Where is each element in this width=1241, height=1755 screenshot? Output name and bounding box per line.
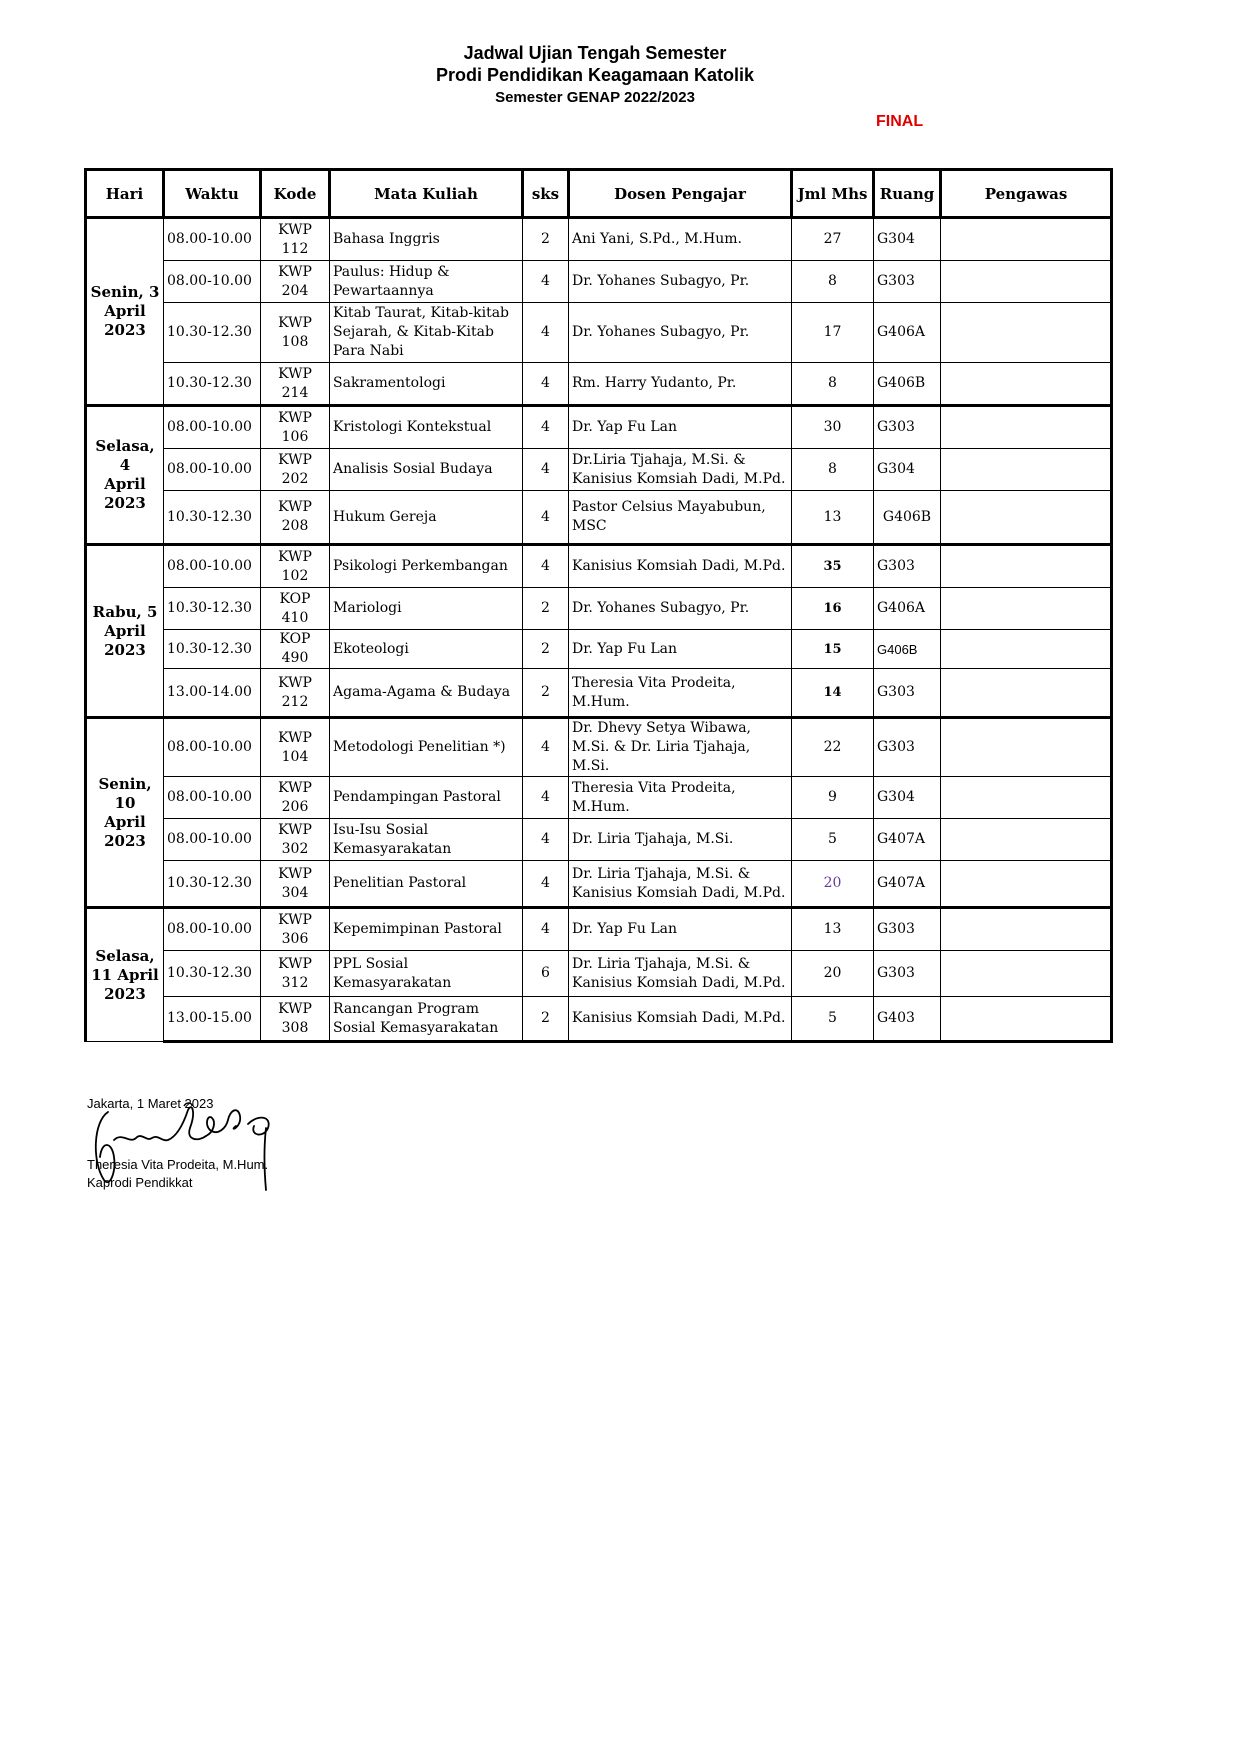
dosen-cell [569, 630, 792, 669]
kode-prefix: KWP [278, 779, 312, 796]
dosen-cell [569, 718, 792, 777]
kode-prefix: KOP [279, 590, 311, 607]
day-label-line2: April [104, 475, 146, 493]
kode-cell [261, 588, 330, 630]
dosen-cell [569, 491, 792, 545]
pengawas-cell [941, 261, 1112, 303]
mata-kuliah-line: Agama-Agama & Budaya [333, 684, 511, 700]
column-header-kode: Kode [261, 170, 330, 218]
kode-number: 410 [281, 609, 309, 626]
ruang-cell: G303 [874, 718, 941, 777]
kode-cell [261, 303, 330, 363]
mata-kuliah-line: Ekoteologi [333, 640, 409, 657]
kode-prefix: KWP [278, 911, 312, 928]
column-header-ruang: Ruang [874, 170, 941, 218]
sks-cell: 4 [523, 819, 569, 861]
dosen-cell [569, 861, 792, 908]
dosen-cell [569, 997, 792, 1042]
ruang-cell: G406A [874, 303, 941, 363]
mata-kuliah-cell [330, 630, 523, 669]
kode-prefix: KWP [278, 865, 312, 882]
dosen-line: Dr. Dhevy Setya Wibawa, [572, 720, 751, 736]
pengawas-cell [941, 908, 1112, 951]
dosen-line: Dr. Yap Fu Lan [572, 419, 678, 435]
dosen-line: M.Hum. [572, 693, 630, 710]
kode-prefix: KWP [278, 314, 312, 331]
kode-number: 106 [281, 428, 309, 445]
table-row [86, 303, 1112, 363]
pengawas-cell [941, 545, 1112, 588]
kode-cell [261, 997, 330, 1042]
table-row [86, 718, 1112, 777]
waktu-cell: 08.00-10.00 [164, 819, 261, 861]
sks-cell: 4 [523, 777, 569, 819]
dosen-cell [569, 261, 792, 303]
mata-kuliah-cell [330, 997, 523, 1042]
mata-kuliah-line: Kemasyarakatan [333, 974, 452, 991]
table-row [86, 669, 1112, 718]
mata-kuliah-cell [330, 819, 523, 861]
dosen-cell [569, 545, 792, 588]
jml-mhs-cell: 22 [792, 718, 874, 777]
sks-cell: 4 [523, 449, 569, 491]
ruang-cell: G403 [874, 997, 941, 1042]
mata-kuliah-line: Kristologi Kontekstual [333, 419, 492, 435]
sks-cell: 2 [523, 669, 569, 718]
ruang-cell: G406B [874, 630, 941, 669]
mata-kuliah-line: Paulus: Hidup & [333, 263, 450, 280]
kode-prefix: KWP [278, 955, 312, 972]
column-header-waktu: Waktu [164, 170, 261, 218]
kode-number: 202 [281, 470, 309, 487]
day-label-line3: 2023 [104, 984, 146, 1003]
kode-number: 302 [281, 840, 309, 857]
dosen-cell [569, 669, 792, 718]
jml-mhs-cell: 8 [792, 363, 874, 406]
table-row [86, 861, 1112, 908]
dosen-line: M.Hum. [572, 798, 630, 815]
pengawas-cell [941, 303, 1112, 363]
kode-cell [261, 545, 330, 588]
dosen-line: Kanisius Komsiah Dadi, M.Pd. [572, 558, 786, 574]
dosen-cell [569, 406, 792, 449]
kode-number: 306 [281, 930, 309, 947]
mata-kuliah-line: Mariologi [333, 600, 402, 616]
kode-cell [261, 630, 330, 669]
dosen-line: Dr. Yohanes Subagyo, Pr. [572, 324, 750, 340]
table-row [86, 630, 1112, 669]
day-label-line1: Senin, 3 [90, 283, 160, 301]
mata-kuliah-line: Para Nabi [333, 343, 404, 359]
mata-kuliah-cell [330, 908, 523, 951]
dosen-cell [569, 777, 792, 819]
jml-mhs-cell: 8 [792, 449, 874, 491]
dosen-line: Dr. Yap Fu Lan [572, 921, 678, 937]
mata-kuliah-line: Sakramentologi [333, 375, 446, 391]
dosen-line: Kanisius Komsiah Dadi, M.Pd. [572, 1010, 786, 1026]
document-title: Jadwal Ujian Tengah Semester [463, 43, 727, 63]
pengawas-cell [941, 718, 1112, 777]
pengawas-cell [941, 861, 1112, 908]
dosen-cell [569, 588, 792, 630]
pengawas-cell [941, 669, 1112, 718]
table-row [86, 261, 1112, 303]
waktu-cell: 08.00-10.00 [164, 777, 261, 819]
table-row [86, 588, 1112, 630]
sks-cell: 4 [523, 406, 569, 449]
mata-kuliah-cell [330, 218, 523, 261]
sks-cell: 4 [523, 261, 569, 303]
kode-prefix: KWP [278, 548, 312, 565]
mata-kuliah-cell [330, 449, 523, 491]
mata-kuliah-cell [330, 718, 523, 777]
mata-kuliah-line: Analisis Sosial Budaya [333, 461, 493, 477]
pengawas-cell [941, 491, 1112, 545]
ruang-cell: G304 [874, 777, 941, 819]
kode-prefix: KWP [278, 729, 312, 746]
mata-kuliah-line: Psikologi Perkembangan [333, 558, 508, 574]
kode-prefix: KWP [278, 409, 312, 426]
dosen-line: Dr. Yohanes Subagyo, Pr. [572, 273, 750, 289]
document-header [0, 42, 1190, 108]
ruang-cell: G406B [874, 363, 941, 406]
jml-mhs-cell: 5 [792, 819, 874, 861]
mata-kuliah-line: Penelitian Pastoral [333, 875, 467, 891]
mata-kuliah-cell [330, 545, 523, 588]
ruang-cell: G304 [874, 449, 941, 491]
sks-cell: 4 [523, 908, 569, 951]
waktu-cell: 10.30-12.30 [164, 861, 261, 908]
day-label-line1: Senin, 10 [98, 774, 152, 812]
kode-number: 490 [281, 650, 309, 666]
day-label-line1: Selasa, [95, 946, 155, 965]
sks-cell: 2 [523, 997, 569, 1042]
waktu-cell: 08.00-10.00 [164, 261, 261, 303]
kode-number: 208 [281, 518, 309, 534]
ruang-cell: G303 [874, 406, 941, 449]
dosen-line: Dr.Liria Tjahaja, M.Si. & [572, 451, 746, 468]
pengawas-cell [941, 777, 1112, 819]
mata-kuliah-line: Sosial Kemasyarakatan [333, 1019, 499, 1036]
kode-cell [261, 449, 330, 491]
waktu-cell: 10.30-12.30 [164, 588, 261, 630]
mata-kuliah-cell [330, 861, 523, 908]
dosen-cell [569, 449, 792, 491]
day-label-line1: Rabu, 5 [92, 602, 158, 621]
ruang-cell: G303 [874, 545, 941, 588]
kode-cell [261, 861, 330, 908]
jml-mhs-cell: 16 [792, 588, 874, 630]
kode-number: 102 [281, 567, 309, 584]
ruang-cell: G406A [874, 588, 941, 630]
dosen-cell [569, 819, 792, 861]
dosen-line: Dr. Liria Tjahaja, M.Si. & [572, 865, 751, 882]
sks-cell: 4 [523, 491, 569, 545]
day-label-line2: April [104, 302, 146, 320]
day-label-line3: 2023 [104, 321, 146, 339]
kode-prefix: KWP [278, 365, 312, 382]
jml-mhs-cell: 13 [792, 491, 874, 545]
kode-number: 212 [281, 693, 309, 710]
waktu-cell: 13.00-14.00 [164, 669, 261, 718]
dosen-cell [569, 303, 792, 363]
kode-cell [261, 363, 330, 406]
dosen-line: Pastor Celsius Mayabubun, [572, 499, 766, 515]
column-header-sks: sks [523, 170, 569, 218]
column-header-jml-mhs: Jml Mhs [792, 170, 874, 218]
kode-number: 304 [281, 884, 309, 901]
mata-kuliah-line: Kitab Taurat, Kitab-kitab [333, 305, 509, 321]
day-cell [86, 406, 164, 545]
dosen-line: Theresia Vita Prodeita, [572, 674, 736, 691]
jml-mhs-cell: 13 [792, 908, 874, 951]
signer-role: Kaprodi Pendikkat [87, 1175, 193, 1190]
table-row [86, 218, 1112, 261]
day-label-line1: Selasa, 4 [95, 437, 155, 474]
column-header-dosen: Dosen Pengajar [569, 170, 792, 218]
waktu-cell: 08.00-10.00 [164, 449, 261, 491]
pengawas-cell [941, 819, 1112, 861]
kode-number: 308 [281, 1019, 309, 1036]
table-row [86, 449, 1112, 491]
day-cell [86, 545, 164, 718]
pengawas-cell [941, 218, 1112, 261]
ruang-cell: G303 [874, 908, 941, 951]
dosen-line: Dr. Yap Fu Lan [572, 640, 678, 657]
day-label-line3: 2023 [104, 831, 146, 850]
dosen-cell [569, 908, 792, 951]
dosen-line: MSC [572, 518, 607, 534]
kode-cell [261, 951, 330, 997]
mata-kuliah-cell [330, 588, 523, 630]
waktu-cell: 13.00-15.00 [164, 997, 261, 1042]
jml-mhs-cell: 5 [792, 997, 874, 1042]
kode-cell [261, 819, 330, 861]
mata-kuliah-cell [330, 406, 523, 449]
waktu-cell: 10.30-12.30 [164, 363, 261, 406]
sks-cell: 4 [523, 545, 569, 588]
pengawas-cell [941, 630, 1112, 669]
jml-mhs-cell: 17 [792, 303, 874, 363]
ruang-cell: G303 [874, 261, 941, 303]
mata-kuliah-line: Bahasa Inggris [333, 231, 440, 247]
dosen-line: Dr. Liria Tjahaja, M.Si. & [572, 955, 751, 972]
dosen-line: Theresia Vita Prodeita, [572, 779, 736, 796]
day-label-line3: 2023 [104, 640, 146, 659]
dosen-line: Dr. Yohanes Subagyo, Pr. [572, 600, 750, 616]
column-header-hari: Hari [86, 170, 164, 218]
dosen-line: Kanisius Komsiah Dadi, M.Pd. [572, 884, 786, 901]
kode-cell [261, 669, 330, 718]
table-row [86, 406, 1112, 449]
document-subtitle: Prodi Pendidikan Keagamaan Katolik [435, 65, 755, 85]
jml-mhs-cell: 20 [792, 951, 874, 997]
dosen-line: Ani Yani, S.Pd., M.Hum. [572, 231, 742, 247]
jml-mhs-cell: 35 [792, 545, 874, 588]
kode-cell [261, 908, 330, 951]
column-header-mata-kuliah: Mata Kuliah [330, 170, 523, 218]
waktu-cell: 08.00-10.00 [164, 406, 261, 449]
kode-number: 312 [281, 974, 309, 991]
table-row [86, 819, 1112, 861]
day-label-line2: April [104, 621, 146, 640]
sks-cell: 2 [523, 588, 569, 630]
kode-prefix: KWP [278, 263, 312, 280]
mata-kuliah-cell [330, 261, 523, 303]
mata-kuliah-line: PPL Sosial [333, 955, 409, 972]
jml-mhs-cell: 9 [792, 777, 874, 819]
kode-number: 204 [281, 282, 309, 299]
table-row [86, 491, 1112, 545]
pengawas-cell [941, 997, 1112, 1042]
jml-mhs-cell: 15 [792, 630, 874, 669]
ruang-cell: G407A [874, 819, 941, 861]
mata-kuliah-cell [330, 303, 523, 363]
semester-label: Semester GENAP 2022/2023 [495, 89, 695, 106]
place-date: Jakarta, 1 Maret 2023 [87, 1096, 214, 1111]
pengawas-cell [941, 951, 1112, 997]
ruang-cell: G304 [874, 218, 941, 261]
kode-prefix: KWP [278, 821, 312, 838]
kode-number: 104 [281, 748, 309, 765]
dosen-cell [569, 951, 792, 997]
waktu-cell: 08.00-10.00 [164, 718, 261, 777]
dosen-cell [569, 363, 792, 406]
sks-cell: 4 [523, 363, 569, 406]
ruang-cell: G303 [874, 951, 941, 997]
jml-mhs-cell: 27 [792, 218, 874, 261]
mata-kuliah-line: Isu-Isu Sosial [333, 821, 429, 838]
kode-prefix: KWP [278, 221, 312, 238]
kode-number: 112 [281, 240, 309, 257]
kode-cell [261, 406, 330, 449]
dosen-line: Kanisius Komsiah Dadi, M.Pd. [572, 974, 786, 991]
table-row [86, 908, 1112, 951]
kode-cell [261, 777, 330, 819]
waktu-cell: 08.00-10.00 [164, 218, 261, 261]
mata-kuliah-line: Rancangan Program [333, 1000, 480, 1017]
kode-cell [261, 718, 330, 777]
handwritten-signature [88, 1102, 298, 1192]
kode-prefix: KWP [278, 1000, 312, 1017]
sks-cell: 2 [523, 218, 569, 261]
mata-kuliah-cell [330, 363, 523, 406]
signer-name: Theresia Vita Prodeita, M.Hum. [87, 1157, 269, 1172]
waktu-cell: 10.30-12.30 [164, 630, 261, 669]
jml-mhs-cell: 14 [792, 669, 874, 718]
ruang-cell: G303 [874, 669, 941, 718]
mata-kuliah-line: Sejarah, & Kitab-Kitab [333, 324, 494, 340]
kode-prefix: KWP [278, 499, 312, 515]
mata-kuliah-line: Kepemimpinan Pastoral [333, 921, 502, 937]
mata-kuliah-line: Pewartaannya [333, 282, 434, 299]
kode-prefix: KOP [279, 631, 311, 647]
day-label-line2: 11 April [91, 965, 159, 984]
table-header-row [86, 170, 1112, 218]
sks-cell: 2 [523, 630, 569, 669]
exam-schedule-table [84, 168, 1113, 1043]
dosen-line: M.Si. & Dr. Liria Tjahaja, M.Si. [572, 739, 751, 774]
pengawas-cell [941, 449, 1112, 491]
final-status-label: FINAL [876, 113, 924, 130]
day-cell [86, 908, 164, 1042]
mata-kuliah-line: Hukum Gereja [333, 508, 437, 525]
mata-kuliah-cell [330, 669, 523, 718]
waktu-cell: 10.30-12.30 [164, 491, 261, 545]
jml-mhs-cell: 8 [792, 261, 874, 303]
dosen-line: Rm. Harry Yudanto, Pr. [572, 375, 737, 391]
mata-kuliah-line: Metodologi Penelitian *) [333, 739, 506, 755]
table-row [86, 777, 1112, 819]
mata-kuliah-line: Kemasyarakatan [333, 840, 452, 857]
dosen-line: Kanisius Komsiah Dadi, M.Pd. [572, 470, 786, 487]
waktu-cell: 08.00-10.00 [164, 908, 261, 951]
kode-cell [261, 491, 330, 545]
table-row [86, 951, 1112, 997]
waktu-cell: 10.30-12.30 [164, 303, 261, 363]
sks-cell: 4 [523, 303, 569, 363]
kode-number: 108 [281, 333, 309, 350]
pengawas-cell [941, 406, 1112, 449]
day-label-line2: April [104, 812, 146, 831]
sks-cell: 6 [523, 951, 569, 997]
waktu-cell: 08.00-10.00 [164, 545, 261, 588]
dosen-cell [569, 218, 792, 261]
table-row [86, 545, 1112, 588]
jml-mhs-cell: 20 [792, 861, 874, 908]
column-header-pengawas: Pengawas [941, 170, 1112, 218]
ruang-cell: G406B [874, 491, 941, 545]
sks-cell: 4 [523, 861, 569, 908]
day-label-line3: 2023 [104, 494, 146, 512]
sks-cell: 4 [523, 718, 569, 777]
mata-kuliah-line: Pendampingan Pastoral [333, 789, 501, 805]
kode-number: 214 [281, 384, 309, 401]
pengawas-cell [941, 588, 1112, 630]
kode-cell [261, 218, 330, 261]
day-cell [86, 718, 164, 908]
waktu-cell: 10.30-12.30 [164, 951, 261, 997]
mata-kuliah-cell [330, 777, 523, 819]
table-row [86, 363, 1112, 406]
pengawas-cell [941, 363, 1112, 406]
ruang-cell: G407A [874, 861, 941, 908]
kode-number: 206 [281, 798, 309, 815]
mata-kuliah-cell [330, 951, 523, 997]
kode-cell [261, 261, 330, 303]
dosen-line: Dr. Liria Tjahaja, M.Si. [572, 831, 734, 847]
jml-mhs-cell: 30 [792, 406, 874, 449]
mata-kuliah-cell [330, 491, 523, 545]
kode-prefix: KWP [278, 674, 312, 691]
kode-prefix: KWP [278, 451, 312, 468]
table-row [86, 997, 1112, 1042]
day-cell [86, 218, 164, 406]
